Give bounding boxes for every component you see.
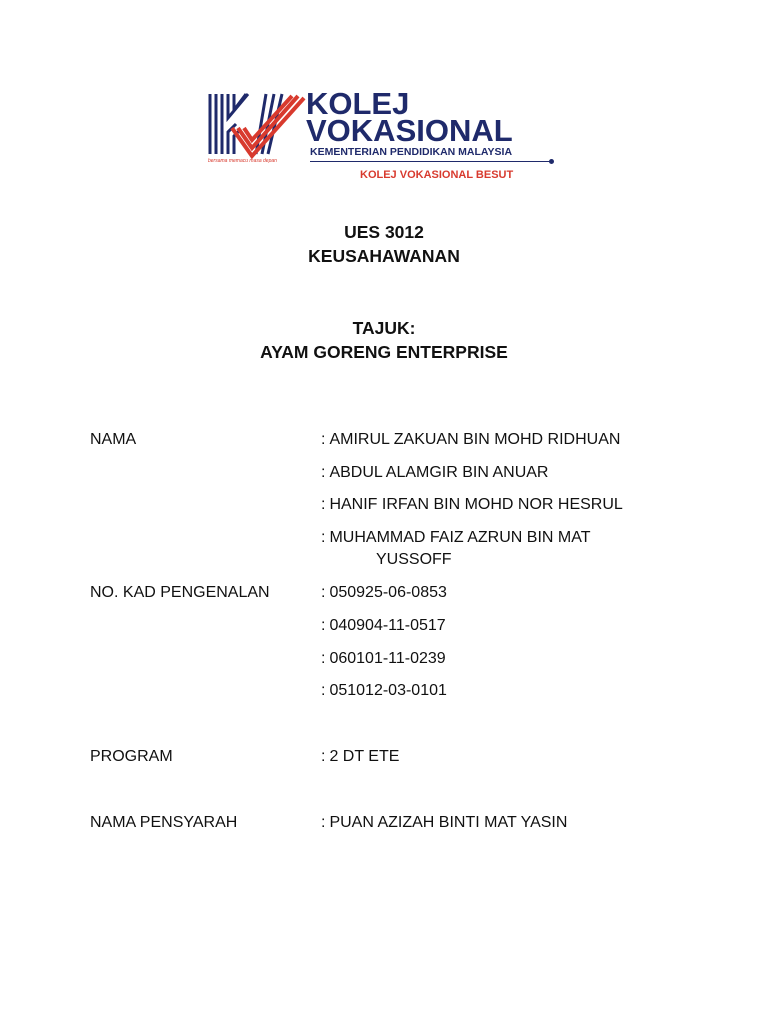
- ic-number: 060101-11-0239: [329, 650, 446, 667]
- separator: :: [321, 584, 326, 601]
- program-value: 2 DT ETE: [329, 748, 400, 765]
- separator: :: [321, 650, 326, 667]
- ic-number: 050925-06-0853: [329, 584, 447, 601]
- separator: :: [321, 682, 326, 699]
- topic-title: AYAM GORENG ENTERPRISE: [260, 342, 508, 362]
- topic-label: TAJUK:: [352, 318, 416, 338]
- logo-campus: KOLEJ VOKASIONAL BESUT: [360, 169, 514, 181]
- lecturer-value: PUAN AZIZAH BINTI MAT YASIN: [329, 814, 568, 831]
- nama-label: NAMA: [90, 431, 137, 448]
- student-name: HANIF IRFAN BIN MOHD NOR HESRUL: [329, 496, 623, 513]
- logo-ministry: KEMENTERIAN PENDIDIKAN MALAYSIA: [310, 146, 513, 158]
- student-name: ABDUL ALAMGIR BIN ANUAR: [329, 464, 549, 481]
- course-code: UES 3012: [344, 222, 424, 242]
- ic-number: 051012-03-0101: [329, 682, 447, 699]
- separator: :: [321, 431, 326, 448]
- student-name: MUHAMMAD FAIZ AZRUN BIN MAT: [329, 529, 591, 546]
- kv-emblem-icon: [206, 88, 306, 160]
- logo-tagline: bersama memacu masa depan: [208, 158, 277, 164]
- college-logo: [206, 88, 556, 188]
- topic-heading: [0, 316, 768, 364]
- lecturer-label: NAMA PENSYARAH: [90, 814, 238, 831]
- logo-title-line2: VOKASIONAL: [306, 113, 513, 148]
- logo-divider: [310, 161, 553, 162]
- ic-label: NO. KAD PENGENALAN: [90, 584, 270, 601]
- logo-divider-dot: [549, 159, 554, 164]
- student-name-continuation: YUSSOFF: [376, 551, 452, 568]
- separator: :: [321, 748, 326, 765]
- separator: :: [321, 496, 326, 513]
- course-name: KEUSAHAWANAN: [308, 246, 460, 266]
- separator: :: [321, 529, 326, 546]
- separator: :: [321, 617, 326, 634]
- separator: :: [321, 464, 326, 481]
- program-label: PROGRAM: [90, 748, 173, 765]
- student-name: AMIRUL ZAKUAN BIN MOHD RIDHUAN: [329, 431, 621, 448]
- ic-number: 040904-11-0517: [329, 617, 446, 634]
- course-heading: [0, 220, 768, 268]
- separator: :: [321, 814, 326, 831]
- logo-title-line1: KOLEJ: [306, 86, 410, 121]
